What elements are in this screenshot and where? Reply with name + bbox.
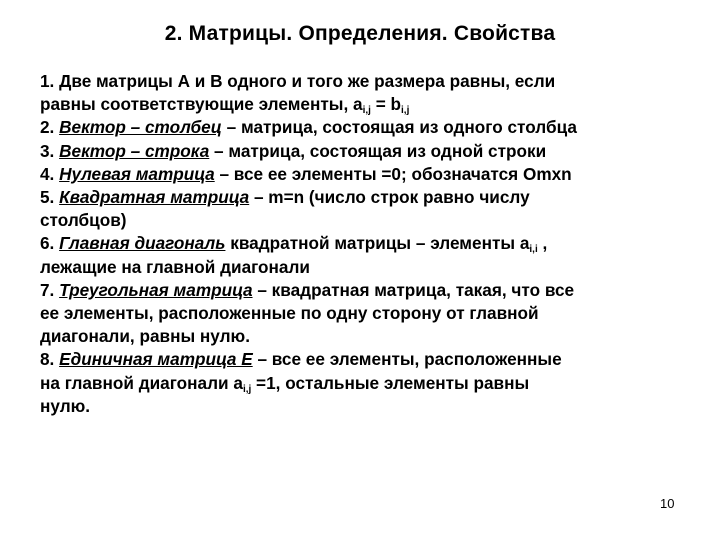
item-8-definition-pre: на главной диагонали a xyxy=(40,372,243,393)
definitions-list xyxy=(40,70,690,418)
item-4 xyxy=(40,163,690,186)
item-7-definition: – квадратная матрица, такая, что все xyxy=(252,279,575,300)
item-1-subscript-b: i,j xyxy=(401,105,410,117)
item-5-line-2 xyxy=(40,209,690,232)
item-2 xyxy=(40,116,690,139)
slide-title: 2. Матрицы. Определения. Свойства xyxy=(164,22,556,45)
item-3-definition: – матрица, состоящая из одной строки xyxy=(209,140,547,161)
item-6-definition: квадратной матрицы – элементы a xyxy=(225,233,530,254)
item-6-definition-cont: лежащие на главной диагонали xyxy=(40,256,310,277)
item-3-term: Вектор – строка xyxy=(59,140,210,161)
item-7-line-2 xyxy=(40,302,690,325)
item-8-definition-end: нулю. xyxy=(40,395,91,416)
item-4-number: 4. xyxy=(40,163,60,184)
item-5-definition-cont: столбцов) xyxy=(40,210,127,231)
item-8-number: 8. xyxy=(40,349,60,370)
item-3-number: 3. xyxy=(40,140,60,161)
item-8-line-1 xyxy=(40,348,690,371)
item-1-subscript-a: i,j xyxy=(362,105,371,117)
item-4-term: Нулевая матрица xyxy=(59,163,215,184)
item-6-number: 6. xyxy=(40,233,60,254)
item-6-line-1 xyxy=(40,232,690,255)
item-8-definition-post: =1, остальные элементы равны xyxy=(251,372,530,393)
item-2-number: 2. xyxy=(40,117,60,138)
item-7-line-1 xyxy=(40,279,690,302)
item-2-definition: – матрица, состоящая из одного столбца xyxy=(221,117,577,138)
item-2-term: Вектор – столбец xyxy=(59,117,222,138)
item-7-term: Треугольная матрица xyxy=(59,279,253,300)
item-5-definition: – m=n (число строк равно числу xyxy=(249,187,530,208)
item-6-tail: , xyxy=(537,233,548,254)
page-number: 10 xyxy=(660,496,675,511)
item-6-subscript: i,i xyxy=(529,244,538,256)
item-7-definition-end: диагонали, равны нулю. xyxy=(40,326,250,347)
item-8-term: Единичная матрица Е xyxy=(59,349,253,370)
item-8-line-3 xyxy=(40,395,690,418)
item-1-equals-b: = b xyxy=(370,94,402,115)
item-1-line-1 xyxy=(40,70,690,93)
item-7-definition-cont: ее элементы, расположенные по одну сторону от главной xyxy=(40,303,539,324)
item-5-term: Квадратная матрица xyxy=(59,187,250,208)
item-7-number: 7. xyxy=(40,279,60,300)
item-3 xyxy=(40,140,690,163)
item-1-line-2 xyxy=(40,93,690,116)
item-7-line-3 xyxy=(40,325,690,348)
item-5-number: 5. xyxy=(40,187,60,208)
item-6-term: Главная диагональ xyxy=(59,233,226,254)
item-1-text-pre: равны соответствующие элементы, a xyxy=(40,94,363,115)
item-1-text: 1. Две матрицы А и В одного и того же размера равны, если xyxy=(40,71,556,91)
item-5-line-1 xyxy=(40,186,690,209)
item-8-line-2 xyxy=(40,372,690,395)
item-4-definition: – все ее элементы =0; обозначатся Omxn xyxy=(214,163,572,184)
item-6-line-2 xyxy=(40,256,690,279)
item-8-definition: – все ее элементы, расположенные xyxy=(252,349,562,370)
item-8-subscript: i,j xyxy=(242,383,252,395)
